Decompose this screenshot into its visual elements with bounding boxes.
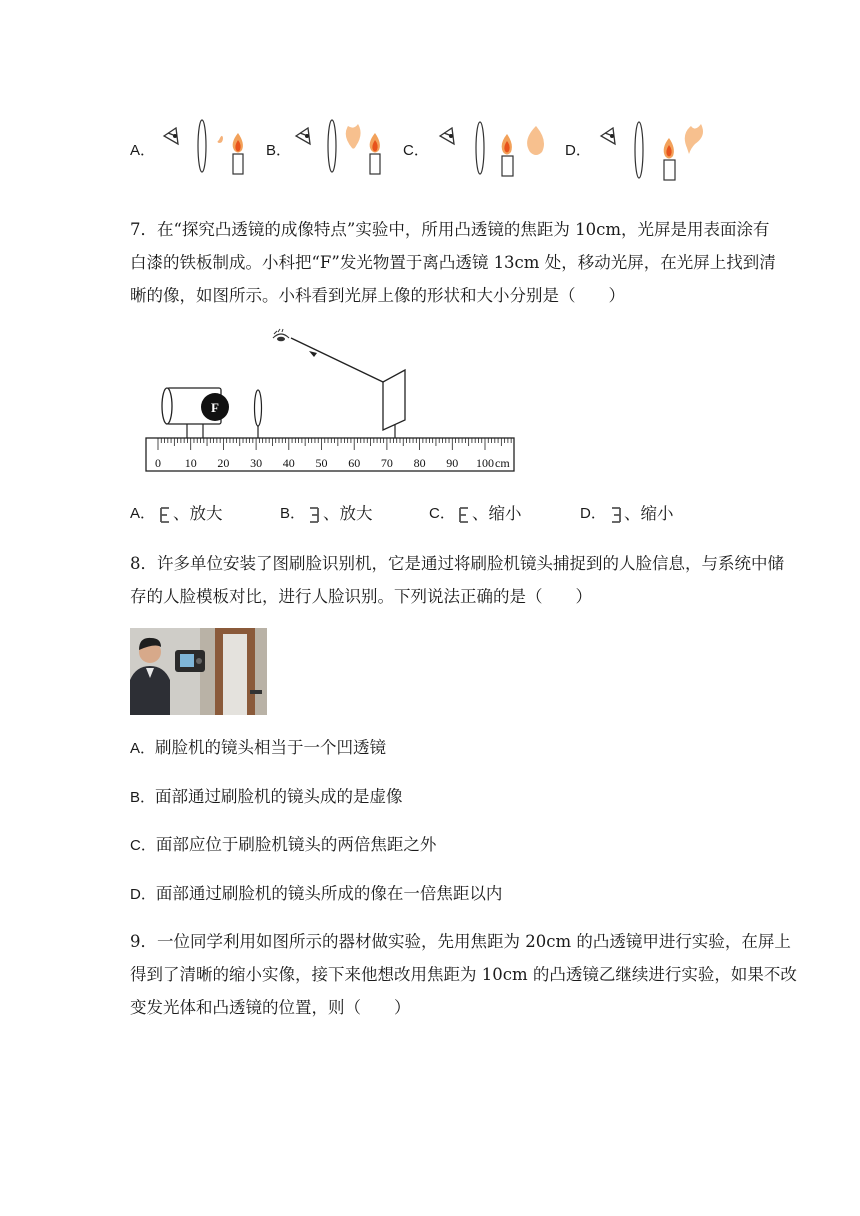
q7-stem-line-3: 晰的像，如图所示。小科看到光屏上像的形状和大小分别是（ ） [130,286,625,305]
image-flame [527,126,544,155]
q8-option-b[interactable] [130,786,403,809]
q8-option-c[interactable] [130,834,436,857]
convex-lens [328,120,336,172]
q7-option-d-text: 、缩小 [624,504,674,523]
q8-stem-line-2: 存的人脸模板对比，进行人脸识别。下列说法正确的是（ ） [130,587,592,606]
q6-option-d-figure [597,118,715,184]
ruler-label: 30 [250,456,263,470]
eye-icon [273,329,289,341]
q7-option-c-text: 、缩小 [472,504,522,523]
image-shape-icon [158,506,172,524]
convex-lens [255,390,262,438]
q6-option-c-figure [436,118,551,180]
ruler-label: 0 [155,456,161,470]
q7-stem-line-1: 7．在“探究凸透镜的成像特点”实验中，所用凸透镜的焦距为 10cm，光屏是用表面涂有 [130,220,770,239]
q8-option-d-label: D． [130,886,156,903]
q7-option-a-label[interactable]: A． [130,505,156,522]
q8-option-d-text: 面部通过刷脸机的镜头所成的像在一倍焦距以内 [155,884,503,903]
small-image-flame [218,136,224,143]
ruler-label: 100 [476,456,494,470]
ruler-label: 20 [217,456,230,470]
image-flame [685,124,703,154]
ruler-unit: cm [495,456,510,470]
q7-stem-line-2: 白漆的铁板制成。小科把“F”发光物置于离凸透镜 13cm 处，移动光屏，在光屏上找到清 [130,253,776,272]
object-letter-f: F [211,400,219,415]
light-ray-line [291,338,383,382]
q8-option-a[interactable] [130,737,386,760]
candle-icon [370,133,380,174]
image-shape-icon [609,506,623,524]
q8-option-a-label: A． [130,740,156,757]
ruler-label: 90 [446,456,459,470]
light-screen [383,370,405,438]
q6-option-a-label[interactable]: A． [130,142,156,159]
q7-option-d-label[interactable]: D． [580,505,606,522]
light-source-box [162,388,229,438]
eye-icon [601,128,615,144]
q8-option-d[interactable] [130,883,502,906]
q8-option-a-text: 刷脸机的镜头相当于一个凹透镜 [155,738,387,757]
q6-option-a-figure [160,118,255,180]
q7-option-a-text: 、放大 [173,504,223,523]
q9-stem-line-2: 得到了清晰的缩小实像，接下来他想改用焦距为 10cm 的凸透镜乙继续进行实验，如果不改 [130,965,797,984]
convex-lens [635,122,643,178]
q6-option-b-label[interactable]: B． [266,142,292,159]
q9-stem-line-3: 变发光体和凸透镜的位置，则（ ） [130,998,411,1017]
q7-option-b-label[interactable]: B． [280,505,306,522]
q8-option-c-text: 面部应位于刷脸机镜头的两倍焦距之外 [155,835,437,854]
ruler-label: 80 [413,456,426,470]
q8-option-b-label: B． [130,789,156,806]
ruler-label: 10 [184,456,197,470]
candle-icon [664,138,675,180]
q9-stem-line-1: 9．一位同学利用如图所示的器材做实验，先用焦距为 20cm 的凸透镜甲进行实验，在屏上 [130,932,791,951]
q7-option-c-label[interactable]: C． [429,505,455,522]
q6-option-d-label[interactable]: D． [565,142,591,159]
ruler-label: 50 [315,456,328,470]
q7-optical-bench-figure [143,326,521,474]
eye-icon [164,128,178,144]
large-image-flame [346,124,361,149]
q8-option-b-text: 面部通过刷脸机的镜头成的是虚像 [155,787,403,806]
candle-icon [233,133,243,174]
eye-icon [440,128,454,144]
image-shape-icon [457,506,471,524]
eye-icon [296,128,310,144]
ray-arrowhead [309,351,317,357]
q6-option-b-figure [292,118,387,180]
face-recognition-photo [130,628,267,715]
ruler [146,438,514,471]
image-shape-icon [307,506,321,524]
convex-lens [198,120,206,172]
q8-option-c-label: C． [130,837,156,854]
convex-lens [476,122,484,174]
ruler-label: 60 [348,456,361,470]
q7-option-b-text: 、放大 [323,504,373,523]
candle-icon [502,134,513,176]
ruler-label: 40 [282,456,295,470]
q8-stem-line-1: 8．许多单位安装了图刷脸识别机，它是通过将刷脸机镜头捕捉到的人脸信息，与系统中储 [130,554,784,573]
ruler-label: 70 [380,456,393,470]
q6-option-c-label[interactable]: C． [403,142,429,159]
